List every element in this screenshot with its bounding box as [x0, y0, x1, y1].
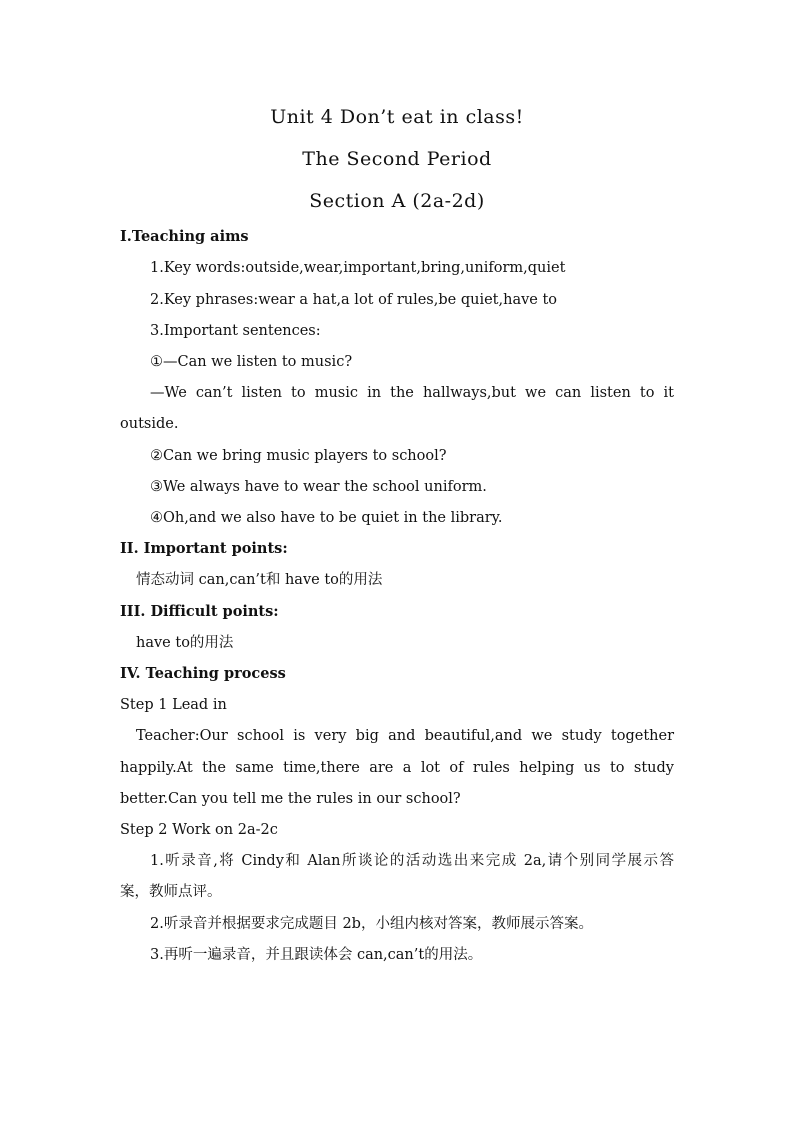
sentence-1-answer: —We can’t listen to music in the hallways,but we can listen to it: [150, 385, 674, 401]
difficult-points-text: have to的用法: [136, 635, 234, 651]
period-heading: The Second Period: [302, 148, 492, 170]
sentence-1-answer-cont: outside.: [120, 416, 179, 432]
heading-teaching-process: IV. Teaching process: [120, 665, 286, 682]
section-heading: Section A (2a-2d): [309, 190, 485, 212]
step-1-para-line-1: Teacher:Our school is very big and beautiful,and we study together: [136, 728, 674, 744]
sentence-3: ③We always have to wear the school uniform.: [150, 479, 487, 495]
heading-teaching-aims: I.Teaching aims: [120, 228, 249, 245]
step-2-heading: Step 2 Work on 2a-2c: [120, 822, 278, 838]
heading-important-points: II. Important points:: [120, 540, 288, 557]
important-points-text: 情态动词 can,can’t和 have to的用法: [136, 572, 383, 588]
key-words-line: 1.Key words:outside,wear,important,bring,uniform,quiet: [150, 260, 566, 276]
important-sentences-label: 3.Important sentences:: [150, 323, 321, 339]
step-1-heading: Step 1 Lead in: [120, 697, 227, 713]
document-title: Unit 4 Don’t eat in class!: [270, 106, 524, 128]
step-2-item-1-cont: 案，教师点评。: [120, 884, 222, 900]
sentence-1-question: ①—Can we listen to music?: [150, 354, 353, 370]
sentence-2: ②Can we bring music players to school?: [150, 448, 447, 464]
step-2-item-1: 1.听录音,将 Cindy和 Alan所谈论的活动选出来完成 2a,请个别同学展示答: [150, 853, 674, 869]
step-2-item-3: 3.再听一遍录音，并且跟读体会 can,can’t的用法。: [150, 947, 483, 963]
heading-difficult-points: III. Difficult points:: [120, 603, 279, 620]
step-1-para-line-2: happily.At the same time,there are a lot of rules helping us to study: [120, 760, 674, 776]
sentence-4: ④Oh,and we also have to be quiet in the library.: [150, 510, 503, 526]
step-1-para-line-3: better.Can you tell me the rules in our school?: [120, 791, 461, 807]
key-phrases-line: 2.Key phrases:wear a hat,a lot of rules,be quiet,have to: [150, 292, 558, 308]
step-2-item-2: 2.听录音并根据要求完成题目 2b，小组内核对答案，教师展示答案。: [150, 916, 593, 932]
